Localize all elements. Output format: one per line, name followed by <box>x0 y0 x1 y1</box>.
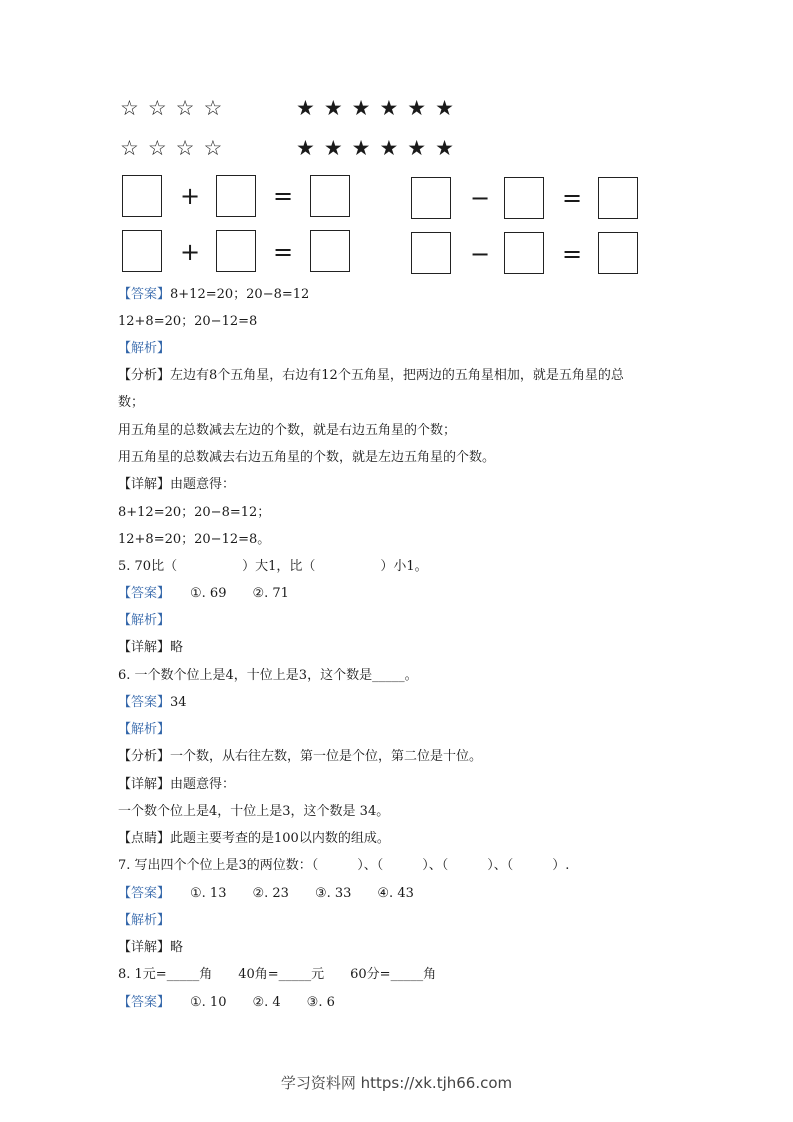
equals-sign: = <box>562 184 583 212</box>
answer-tag: 【答案】 <box>118 995 171 1010</box>
q6-analysis <box>118 749 482 765</box>
q6-answer <box>118 695 187 711</box>
hollow-stars-row-1: ☆☆☆☆ <box>120 96 232 120</box>
equals-sign: = <box>562 240 583 268</box>
q5-jiexi-tag: 【解析】 <box>118 613 171 628</box>
filled-stars-row-1: ★★★★★★ <box>296 96 463 120</box>
plus-sign: + <box>180 182 201 210</box>
answer-text: ①. 69 ②. 71 <box>190 586 289 601</box>
q5-answer <box>118 586 289 602</box>
q4-answer-line-2: 12+8=20；20−12=8 <box>118 314 258 329</box>
answer-text: 8+12=20；20−8=12 <box>170 287 310 302</box>
q4-detail <box>118 477 235 493</box>
q6-comment <box>118 831 390 847</box>
answer-box <box>504 232 544 274</box>
equals-sign: = <box>273 182 294 210</box>
q4-jiexi-tag: 【解析】 <box>118 341 171 356</box>
q4-analysis <box>118 368 624 384</box>
answer-box <box>598 177 638 219</box>
answer-tag: 【答案】 <box>118 886 171 901</box>
plus-sign: + <box>180 238 201 266</box>
answer-box <box>122 230 162 272</box>
q8-answer <box>118 995 335 1011</box>
filled-stars-row-2: ★★★★★★ <box>296 136 463 160</box>
answer-text: ①. 10 ②. 4 ③. 6 <box>190 995 335 1010</box>
answer-text: 34 <box>170 695 187 710</box>
q4-detail-line-1: 8+12=20；20−8=12； <box>118 505 271 520</box>
q7-question: 7. 写出四个个位上是3的两位数：（ ）、（ ）、（ ）、（ ）. <box>118 858 570 873</box>
answer-box <box>122 175 162 217</box>
answer-box <box>411 232 451 274</box>
q6-jiexi-tag: 【解析】 <box>118 722 171 737</box>
q4-answer <box>118 287 309 303</box>
xiangjie-tag: 【详解】 <box>118 777 171 792</box>
dianjing-tag: 【点睛】 <box>118 831 171 846</box>
minus-sign: − <box>470 184 491 212</box>
answer-box <box>216 230 256 272</box>
xiangjie-tag: 【详解】 <box>118 477 171 492</box>
xiangjie-text: 略 <box>170 940 184 955</box>
q4-analysis-line-4: 用五角星的总数减去右边五角星的个数，就是左边五角星的个数。 <box>118 450 496 465</box>
hollow-stars-row-2: ☆☆☆☆ <box>120 136 232 160</box>
fenxi-tag: 【分析】 <box>118 368 171 383</box>
q6-detail <box>118 777 235 793</box>
answer-text: ①. 13 ②. 23 ③. 33 ④. 43 <box>190 886 414 901</box>
minus-sign: − <box>470 240 491 268</box>
answer-box <box>504 177 544 219</box>
fenxi-text: 左边有8个五角星，右边有12个五角星，把两边的五角星相加，就是五角星的总 <box>170 368 624 383</box>
q5-detail <box>118 640 183 656</box>
answer-tag: 【答案】 <box>118 287 171 302</box>
site-footer: 学习资料网 https://xk.tjh66.com <box>280 1074 513 1092</box>
fenxi-text: 一个数，从右往左数，第一位是个位，第二位是十位。 <box>170 749 483 764</box>
q6-detail-line: 一个数个位上是4，十位上是3，这个数是 34。 <box>118 804 390 819</box>
q7-jiexi-tag: 【解析】 <box>118 913 171 928</box>
q4-analysis-line-3: 用五角星的总数减去左边的个数，就是右边五角星的个数； <box>118 423 457 438</box>
q7-detail <box>118 940 183 956</box>
dianjing-text: 此题主要考查的是100以内数的组成。 <box>170 831 390 846</box>
xiangjie-text: 略 <box>170 640 184 655</box>
equals-sign: = <box>273 238 294 266</box>
xiangjie-text: 由题意得： <box>170 777 236 792</box>
answer-box <box>310 175 350 217</box>
answer-box <box>216 175 256 217</box>
answer-box <box>411 177 451 219</box>
fenxi-tag: 【分析】 <box>118 749 171 764</box>
answer-box <box>310 230 350 272</box>
q7-answer <box>118 886 414 902</box>
q6-question: 6. 一个数个位上是4，十位上是3，这个数是_____。 <box>118 668 418 683</box>
q5-question: 5. 70比（ ）大1，比（ ）小1。 <box>118 559 428 574</box>
answer-tag: 【答案】 <box>118 695 171 710</box>
xiangjie-tag: 【详解】 <box>118 940 171 955</box>
q4-analysis-cont: 数； <box>118 395 145 410</box>
xiangjie-tag: 【详解】 <box>118 640 171 655</box>
answer-box <box>598 232 638 274</box>
answer-tag: 【答案】 <box>118 586 171 601</box>
xiangjie-text: 由题意得： <box>170 477 236 492</box>
q8-question: 8. 1元=_____角 40角=_____元 60分=_____角 <box>118 967 437 982</box>
q4-detail-line-2: 12+8=20；20−12=8。 <box>118 532 271 547</box>
